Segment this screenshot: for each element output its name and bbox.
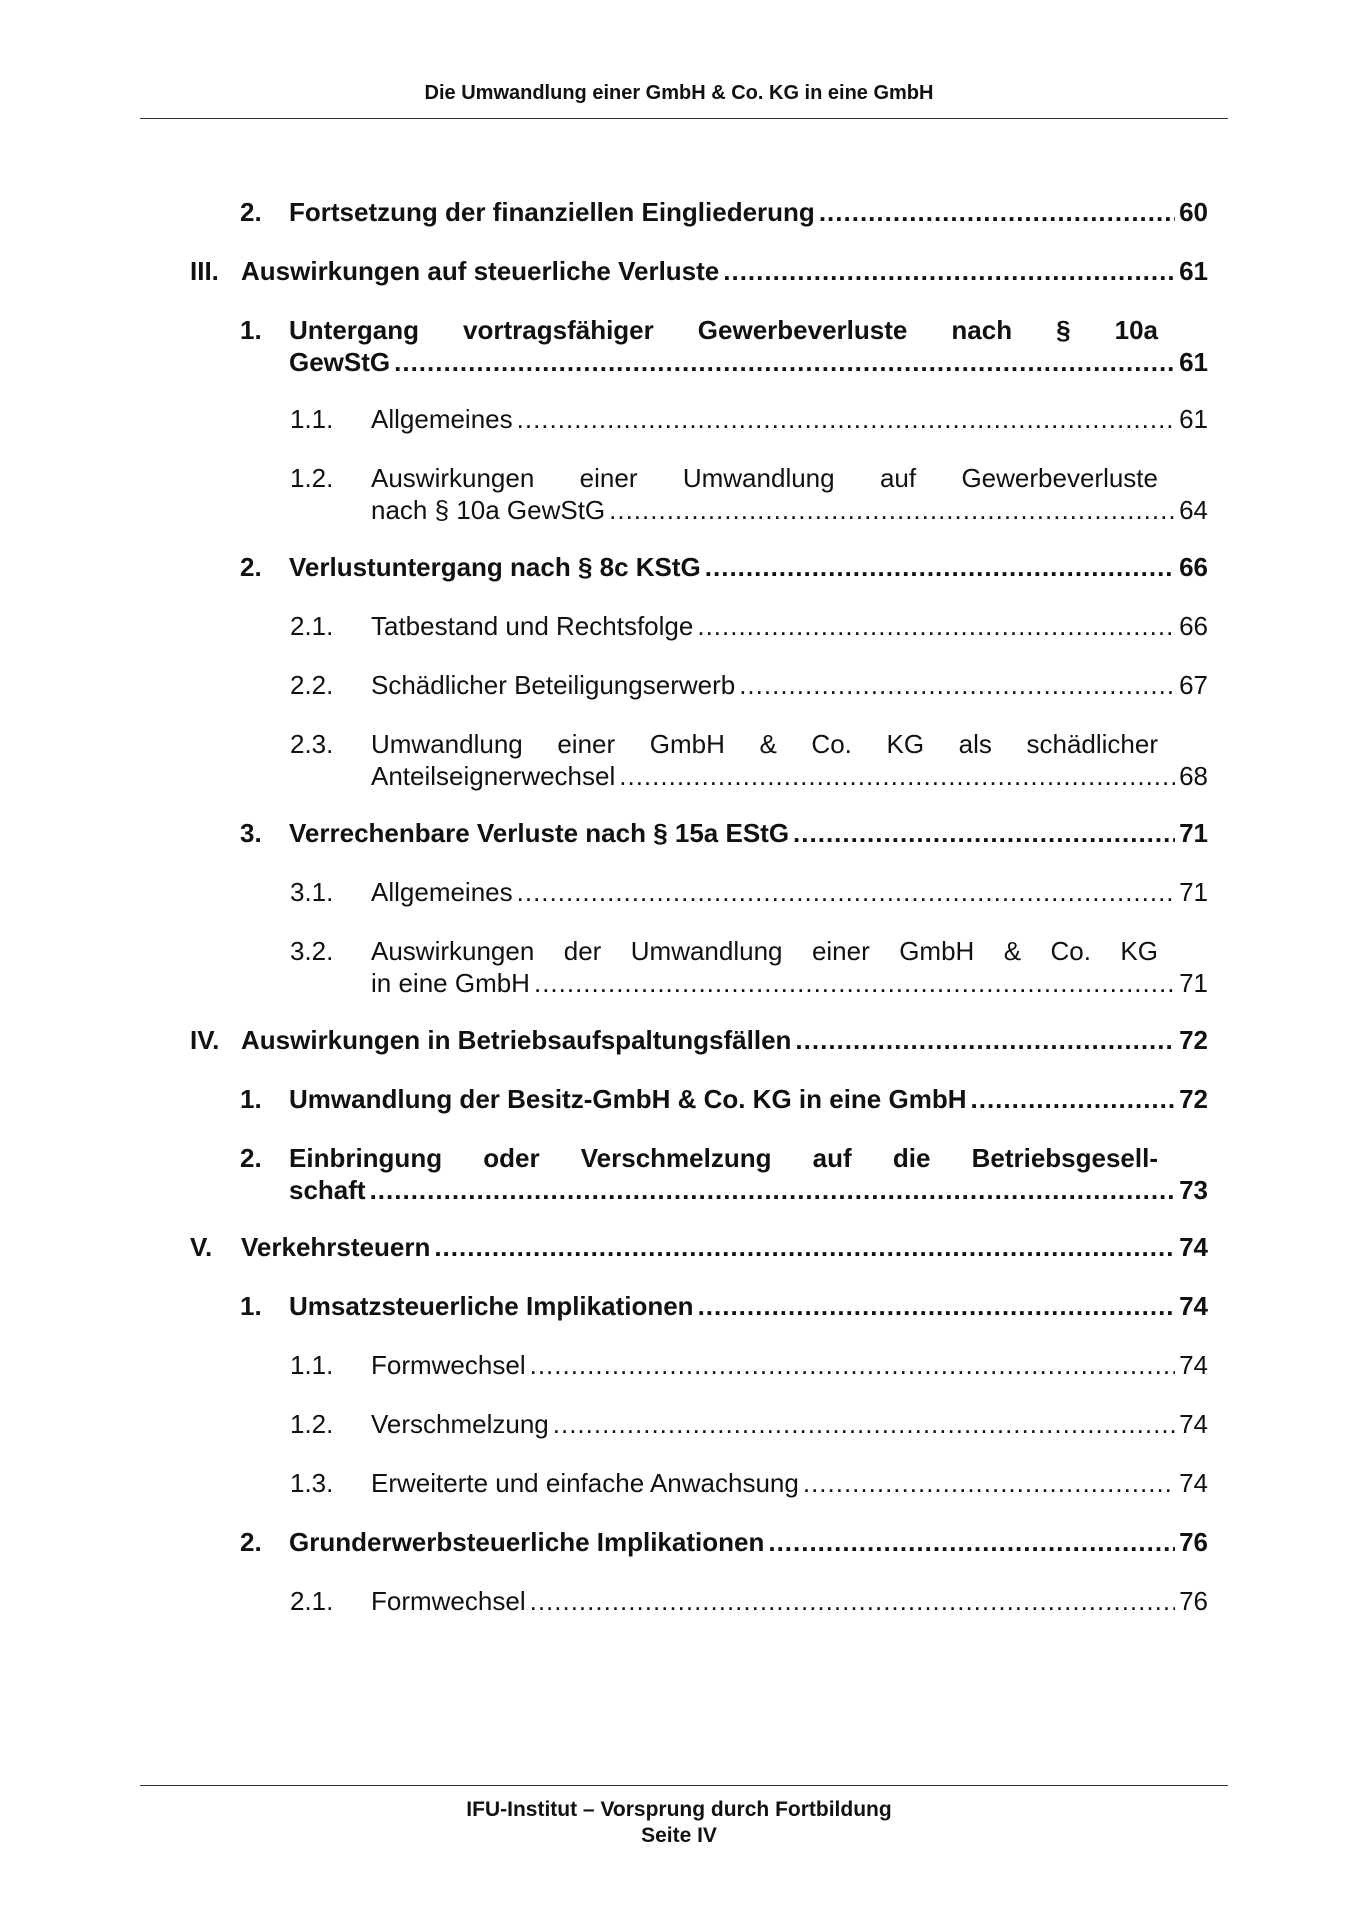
toc-entry-page: 71 [1179, 968, 1208, 998]
toc-entry-page: 72 [1179, 1025, 1208, 1055]
dot-leader [768, 1526, 1175, 1558]
toc-entry[interactable] [240, 196, 1208, 228]
dot-leader [803, 1467, 1175, 1499]
toc-entry-body [241, 1231, 1208, 1263]
toc-entry[interactable] [290, 403, 1208, 435]
toc-entry-page: 60 [1179, 197, 1208, 227]
dot-leader [793, 817, 1175, 849]
toc-entry[interactable] [190, 255, 1208, 287]
toc-entry-number: 2.2. [290, 670, 334, 700]
toc-entry[interactable] [240, 1083, 1208, 1115]
toc-entry-body [371, 728, 1208, 792]
toc-entry-number: 2.1. [290, 611, 334, 641]
toc-entry[interactable] [240, 1526, 1208, 1558]
dot-leader [553, 1408, 1175, 1440]
toc-entry[interactable] [290, 728, 1208, 792]
toc-entry-title: Umsatzsteuerliche Implikationen [289, 1291, 694, 1321]
toc-entry-body [289, 1142, 1208, 1206]
toc-entry-page: 76 [1179, 1527, 1208, 1557]
toc-entry[interactable] [240, 1142, 1208, 1206]
toc-entry[interactable] [290, 462, 1208, 526]
running-header: Die Umwandlung einer GmbH & Co. KG in eine GmbH [424, 82, 934, 104]
toc-entry[interactable] [240, 551, 1208, 583]
toc-entry-title-line: Auswirkungen der Umwandlung einer GmbH & Co. KG [371, 936, 1158, 966]
toc-entry-title: Erweiterte und einfache Anwachsung [371, 1468, 799, 1498]
toc-entry-body [289, 314, 1208, 378]
toc-entry[interactable] [240, 314, 1208, 378]
toc-entry-number: 2.1. [290, 1586, 334, 1616]
toc-entry-title-line: Umwandlung einer GmbH & Co. KG als schädlicher [371, 729, 1158, 759]
toc-entry[interactable] [290, 935, 1208, 999]
toc-entry-title: Anteilseignerwechsel [371, 761, 616, 791]
toc-entry-title: Umwandlung der Besitz-GmbH & Co. KG in eine GmbH [289, 1084, 967, 1114]
toc-entry-body [371, 1349, 1208, 1381]
toc-entry-title-line: Untergang vortragsfähiger Gewerbeverluste nach § 10a [289, 315, 1158, 345]
toc-entry-body [289, 817, 1208, 849]
toc-entry[interactable] [290, 1349, 1208, 1381]
toc-entry-page: 64 [1179, 495, 1208, 525]
toc-entry-number: 3.2. [290, 936, 334, 966]
toc-entry-title: Tatbestand und Rechtsfolge [371, 611, 694, 641]
toc-entry-page: 68 [1179, 761, 1208, 791]
toc-entry-title: GewStG [289, 347, 391, 377]
toc-entry-title: Auswirkungen auf steuerliche Verluste [241, 256, 720, 286]
toc-entry-page: 66 [1179, 611, 1208, 641]
dot-leader [698, 1290, 1176, 1322]
toc-entry-number: 1.1. [290, 1350, 334, 1380]
toc-entry-title: Schädlicher Beteiligungserwerb [371, 670, 736, 700]
toc-entry-page: 71 [1179, 877, 1208, 907]
toc-entry-page: 74 [1179, 1468, 1208, 1498]
toc-entry-title: Formwechsel [371, 1586, 526, 1616]
toc-entry-title: Fortsetzung der finanziellen Eingliederung [289, 197, 815, 227]
toc-entry-title: Verlustuntergang nach § 8c KStG [289, 552, 701, 582]
toc-entry-page: 61 [1179, 347, 1208, 377]
toc-entry-body [371, 669, 1208, 701]
toc-entry-page: 74 [1179, 1409, 1208, 1439]
toc-entry-body [371, 1467, 1208, 1499]
dot-leader [619, 760, 1175, 792]
toc-entry-title: nach § 10a GewStG [371, 495, 606, 525]
header-rule [140, 118, 1228, 119]
toc-entry-number: IV. [190, 1025, 220, 1055]
toc-entry-number: 1. [240, 315, 262, 345]
dot-leader [705, 551, 1175, 583]
toc-entry[interactable] [290, 610, 1208, 642]
toc-entry-body [289, 551, 1208, 583]
toc-entry-body [371, 1585, 1208, 1617]
dot-leader [723, 255, 1175, 287]
toc-entry-page: 61 [1179, 256, 1208, 286]
toc-entry-number: 1.3. [290, 1468, 334, 1498]
toc-entry-number: 3.1. [290, 877, 334, 907]
toc-entry-page: 74 [1179, 1291, 1208, 1321]
toc-entry-body [371, 876, 1208, 908]
toc-entry-number: 2. [240, 1143, 262, 1173]
toc-entry-title-line: Einbringung oder Verschmelzung auf die Betriebsgesell- [289, 1143, 1158, 1173]
dot-leader [609, 494, 1175, 526]
toc-entry-title: Formwechsel [371, 1350, 526, 1380]
toc-entry-number: 1. [240, 1291, 262, 1321]
dot-leader [971, 1083, 1176, 1115]
dot-leader [697, 610, 1175, 642]
toc-entry-body [241, 1024, 1208, 1056]
toc-entry-number: 3. [240, 818, 262, 848]
toc-entry-number: III. [190, 256, 219, 286]
toc-entry[interactable] [240, 817, 1208, 849]
toc-entry-body [241, 255, 1208, 287]
footer-institute: IFU-Institut – Vorsprung durch Fortbildung [466, 1798, 892, 1821]
toc-entry-title: Allgemeines [371, 877, 513, 907]
toc-entry-title-line: Auswirkungen einer Umwandlung auf Gewerbeverluste [371, 463, 1158, 493]
toc-entry-body [371, 610, 1208, 642]
dot-leader [534, 967, 1175, 999]
dot-leader [819, 196, 1175, 228]
toc-entry-page: 74 [1179, 1232, 1208, 1262]
toc-entry-page: 72 [1179, 1084, 1208, 1114]
dot-leader [530, 1585, 1175, 1617]
toc-entry-number: 1.2. [290, 463, 334, 493]
toc-entry[interactable] [290, 1467, 1208, 1499]
toc-entry-page: 74 [1179, 1350, 1208, 1380]
toc-entry-page: 61 [1179, 404, 1208, 434]
dot-leader [517, 876, 1175, 908]
toc-entry-title: Verkehrsteuern [241, 1232, 431, 1262]
toc-entry-page: 66 [1179, 552, 1208, 582]
toc-entry-body [371, 1408, 1208, 1440]
dot-leader [394, 346, 1175, 378]
toc-entry[interactable] [190, 1231, 1208, 1263]
toc-entry[interactable] [290, 669, 1208, 701]
dot-leader [739, 669, 1175, 701]
toc-entry[interactable] [290, 876, 1208, 908]
toc-entry-body [289, 1290, 1208, 1322]
toc-entry-title: in eine GmbH [371, 968, 530, 998]
dot-leader [370, 1174, 1176, 1206]
toc-entry-number: 2. [240, 552, 262, 582]
toc-entry-body [371, 935, 1208, 999]
dot-leader [517, 403, 1175, 435]
toc-entry-number: 1.1. [290, 404, 334, 434]
dot-leader [434, 1231, 1175, 1263]
toc-entry-title: Verrechenbare Verluste nach § 15a EStG [289, 818, 790, 848]
toc-entry-number: 2. [240, 1527, 262, 1557]
toc-entry-body [371, 403, 1208, 435]
toc-entry-title: schaft [289, 1175, 366, 1205]
toc-entry-page: 73 [1179, 1175, 1208, 1205]
toc-entry[interactable] [240, 1290, 1208, 1322]
toc-entry-number: 2.3. [290, 729, 334, 759]
footer-rule [140, 1785, 1228, 1786]
toc-entry-title: Allgemeines [371, 404, 513, 434]
toc-entry-body [289, 1083, 1208, 1115]
dot-leader [530, 1349, 1175, 1381]
toc-entry-number: 1. [240, 1084, 262, 1114]
page-number: Seite IV [641, 1824, 717, 1847]
toc-entry-body [371, 462, 1208, 526]
toc-entry-number: V. [190, 1232, 213, 1262]
toc-entry-number: 1.2. [290, 1409, 334, 1439]
toc-entry-page: 76 [1179, 1586, 1208, 1616]
toc-entry-page: 71 [1179, 818, 1208, 848]
dot-leader [795, 1024, 1175, 1056]
toc-entry[interactable] [190, 1024, 1208, 1056]
toc-entry-title: Grunderwerbsteuerliche Implikationen [289, 1527, 765, 1557]
toc-entry-body [289, 1526, 1208, 1558]
toc-entry[interactable] [290, 1585, 1208, 1617]
toc-entry-number: 2. [240, 197, 262, 227]
toc-entry-body [289, 196, 1208, 228]
toc-entry[interactable] [290, 1408, 1208, 1440]
toc-entry-title: Verschmelzung [371, 1409, 549, 1439]
toc-entry-title: Auswirkungen in Betriebsaufspaltungsfällen [241, 1025, 792, 1055]
toc-entry-page: 67 [1179, 670, 1208, 700]
